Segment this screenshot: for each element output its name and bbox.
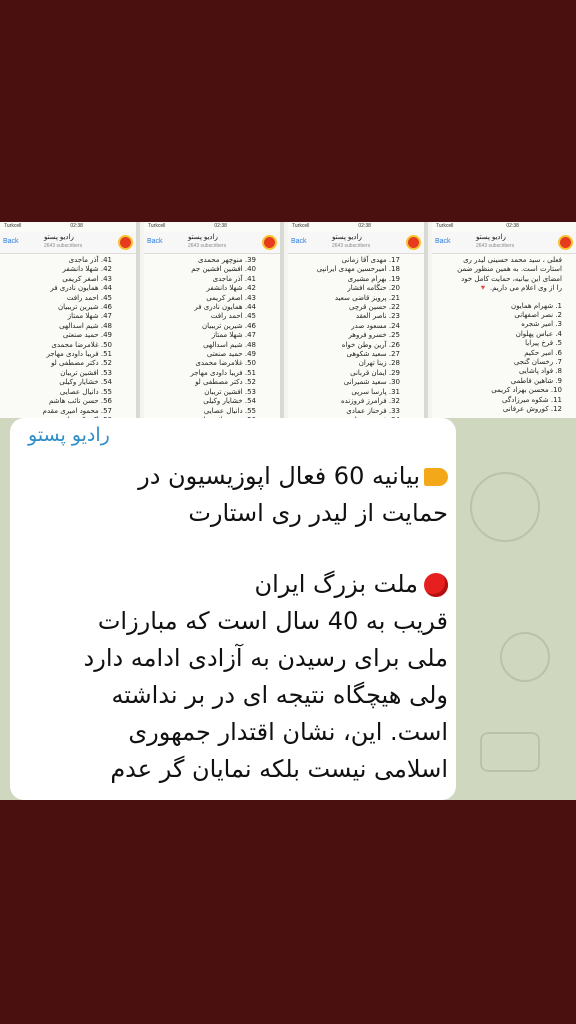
chat-header (0, 232, 136, 254)
intro-line: استارت است. به همین منظور ضمن (457, 265, 562, 274)
list-item: 51. فریبا داودی مهاجر (190, 368, 256, 377)
list-item: 24. مسعود صدر (351, 321, 400, 330)
clock-label: 02:38 (214, 223, 227, 229)
list-item: 32. فرامرز فروزنده (340, 397, 400, 406)
screenshot-frame (0, 222, 576, 800)
back-button[interactable]: Back (291, 238, 307, 245)
clock-label: 02:38 (70, 223, 83, 229)
list-item: 10. محسن بهزاد کریمی (491, 386, 562, 395)
list-item: 6. امیر حکیم (524, 348, 562, 357)
status-bar (432, 222, 576, 232)
list-item: 5. فرخ پیرایا (525, 339, 562, 348)
list-item: 46. شیرین تریبیان (58, 303, 112, 312)
list-item: 44. همایون نادری فر (194, 303, 256, 312)
list-item: 55. دانیال عصایی (59, 387, 112, 396)
carrier-label: Turkcell (436, 223, 454, 229)
phone-screenshot-3 (288, 222, 428, 418)
message-line: ملی برای رسیدن به آزادی ادامه دارد (83, 644, 448, 672)
channel-name[interactable]: راديو پستو (28, 424, 110, 446)
list-item: 33. فرحناز عمادی (346, 406, 400, 415)
list-item: 47. شهلا ممتاز (211, 331, 256, 340)
subscriber-count: 2643 subscribers (44, 243, 83, 249)
list-item: 39. منوچهر محمدی (198, 256, 256, 264)
chat-title[interactable]: راديو پستو (44, 234, 74, 241)
status-bar (0, 222, 136, 232)
message-text (28, 458, 448, 788)
back-button[interactable]: Back (147, 238, 163, 245)
list-item: 11. شکوه میرزادگی (502, 395, 562, 404)
list-item: 1. شهرام همایون (511, 301, 562, 310)
list-item: 25. خسرو فروهر (348, 331, 400, 340)
list-item: 51. فریبا داودی مهاجر (46, 350, 112, 359)
clock-label: 02:38 (358, 223, 371, 229)
list-item: 19. بهرام مشیری (347, 274, 400, 283)
background-doodle (470, 472, 540, 542)
list-item: 21. پرویز قاضی سعید (334, 293, 400, 302)
list-item: 42. شهلا دانشفر (206, 284, 256, 293)
list-item: 45. احمد رافت (66, 293, 112, 302)
list-item: 41. آذر ماجدی (212, 274, 256, 283)
list-item: 2. نصر اصفهانی (514, 311, 562, 320)
message-line: بیانیه 60 فعال اپوزیسیون در (138, 462, 420, 490)
back-button[interactable]: Back (435, 238, 451, 245)
back-button[interactable]: Back (3, 238, 19, 245)
list-item: 31. پارسا سرپی (351, 387, 400, 396)
message-line: ولی هیچگاه نتیجه ای در بر نداشته (111, 681, 448, 709)
message-bubble (10, 418, 456, 800)
list-item: 45. احمد رافت (210, 312, 256, 321)
intro-line: را از وی اعلام می داریم. 🔻 (478, 284, 562, 293)
list-item: 23. ناصر العقد (355, 312, 400, 321)
carrier-label: Turkcell (292, 223, 310, 229)
channel-avatar[interactable] (118, 235, 133, 250)
list-item: 4. عباس پهلوان (515, 329, 562, 338)
name-list (0, 254, 136, 425)
list-item: 48. شیم اسدالهی (59, 321, 112, 330)
list-item: 22. حسین قرچی (349, 303, 400, 312)
list-item: 9. شاهین فاطمی (510, 376, 562, 385)
message-line: حمایت از لیدر ری استارت (188, 499, 448, 527)
chat-header (432, 232, 576, 254)
list-item: 53. افشین تریبان (60, 368, 112, 377)
chat-title[interactable]: راديو پستو (476, 234, 506, 241)
list-item: 29. ایمان قربانی (350, 368, 400, 377)
background-doodle (500, 632, 550, 682)
list-item: 40. افشین افشین جم (191, 265, 256, 274)
message-line: اسلامی نیست بلکه نمایان گر عدم (110, 755, 448, 783)
clock-label: 02:38 (506, 223, 519, 229)
status-bar (144, 222, 280, 232)
list-item: 12. کوروش عرفانی (502, 405, 562, 414)
list-item: 57. محمود امیری مقدم (42, 406, 112, 415)
list-item: 55. دانیال عصایی (203, 406, 256, 415)
list-item: 17. مهدی آقا زمانی (341, 256, 400, 264)
channel-avatar[interactable] (558, 235, 573, 250)
chat-header (144, 232, 280, 254)
list-item: 43. اصغر کریمی (206, 293, 256, 302)
carrier-label: Turkcell (4, 223, 22, 229)
list-item: 42. شهلا دانشفر (62, 265, 112, 274)
list-item: 18. امیرحسین مهدی ایرانپی (316, 265, 400, 274)
chat-title[interactable]: راديو پستو (332, 234, 362, 241)
message-line: ملت بزرگ ایران (254, 570, 418, 598)
message-line: است. این، نشان اقتدار جمهوری (128, 718, 448, 746)
background-doodle (480, 732, 540, 772)
megaphone-icon (424, 468, 448, 486)
list-item: 48. شیم اسدالهی (203, 340, 256, 349)
list-item: 7. رخسان گنجی (513, 358, 562, 367)
list-item: 49. حمید صنعتی (206, 350, 256, 359)
intro-line: فعلی ، سید محمد حسینی لیدر ری (463, 256, 562, 264)
list-item: 53. افشین تریبان (204, 387, 256, 396)
name-list (288, 254, 424, 435)
list-item: 47. شهلا ممتاز (67, 312, 112, 321)
list-item: 27. سعید شکوهی (346, 350, 400, 359)
list-item: 30. سعید شمیرانی (343, 378, 400, 387)
list-item: 20. حنگامه افشار (347, 284, 400, 293)
status-bar (288, 222, 424, 232)
phone-screenshot-1 (0, 222, 140, 418)
list-item: 43. اصغر کریمی (62, 274, 112, 283)
phone-screenshot-4 (432, 222, 576, 418)
subscriber-count: 2643 subscribers (332, 243, 371, 249)
list-item: 50. غلامرضا محمدی (51, 340, 112, 349)
chat-title[interactable]: راديو پستو (188, 234, 218, 241)
list-item: 3. امیر شجره (521, 320, 562, 329)
list-item: 50. غلامرضا محمدی (195, 359, 256, 368)
list-item: 41. آذر ماجدی (68, 256, 112, 264)
screenshot-collage (0, 222, 576, 418)
list-item: 49. حمید صنعتی (62, 331, 112, 340)
list-item: 26. آرین وطن خواه (341, 340, 400, 349)
carrier-label: Turkcell (148, 223, 166, 229)
list-item: 56. حسن نائب هاشم (49, 397, 112, 406)
list-item: 52. دکتر مصطفی لو (51, 359, 112, 368)
list-item: 8. فواد پاشایی (518, 367, 562, 376)
red-circle-icon (424, 573, 448, 597)
channel-avatar[interactable] (406, 235, 421, 250)
list-item: 52. دکتر مصطفی لو (195, 378, 256, 387)
message-line: قریب به 40 سال است که مبارزات (97, 607, 448, 635)
list-item: 44. همایون نادری فر (50, 284, 112, 293)
name-list (432, 254, 576, 415)
name-list (144, 254, 280, 425)
list-item: 54. خشایار وکیلی (59, 378, 112, 387)
list-item: 28. زینا تهران (358, 359, 400, 368)
intro-line: امضای این بیانیه، حمایت کامل خود (461, 274, 562, 283)
channel-avatar[interactable] (262, 235, 277, 250)
subscriber-count: 2643 subscribers (188, 243, 227, 249)
subscriber-count: 2643 subscribers (476, 243, 515, 249)
phone-screenshot-2 (144, 222, 284, 418)
list-item: 54. خشایار وکیلی (203, 397, 256, 406)
chat-header (288, 232, 424, 254)
list-item: 46. شیرین تریبیان (202, 321, 256, 330)
